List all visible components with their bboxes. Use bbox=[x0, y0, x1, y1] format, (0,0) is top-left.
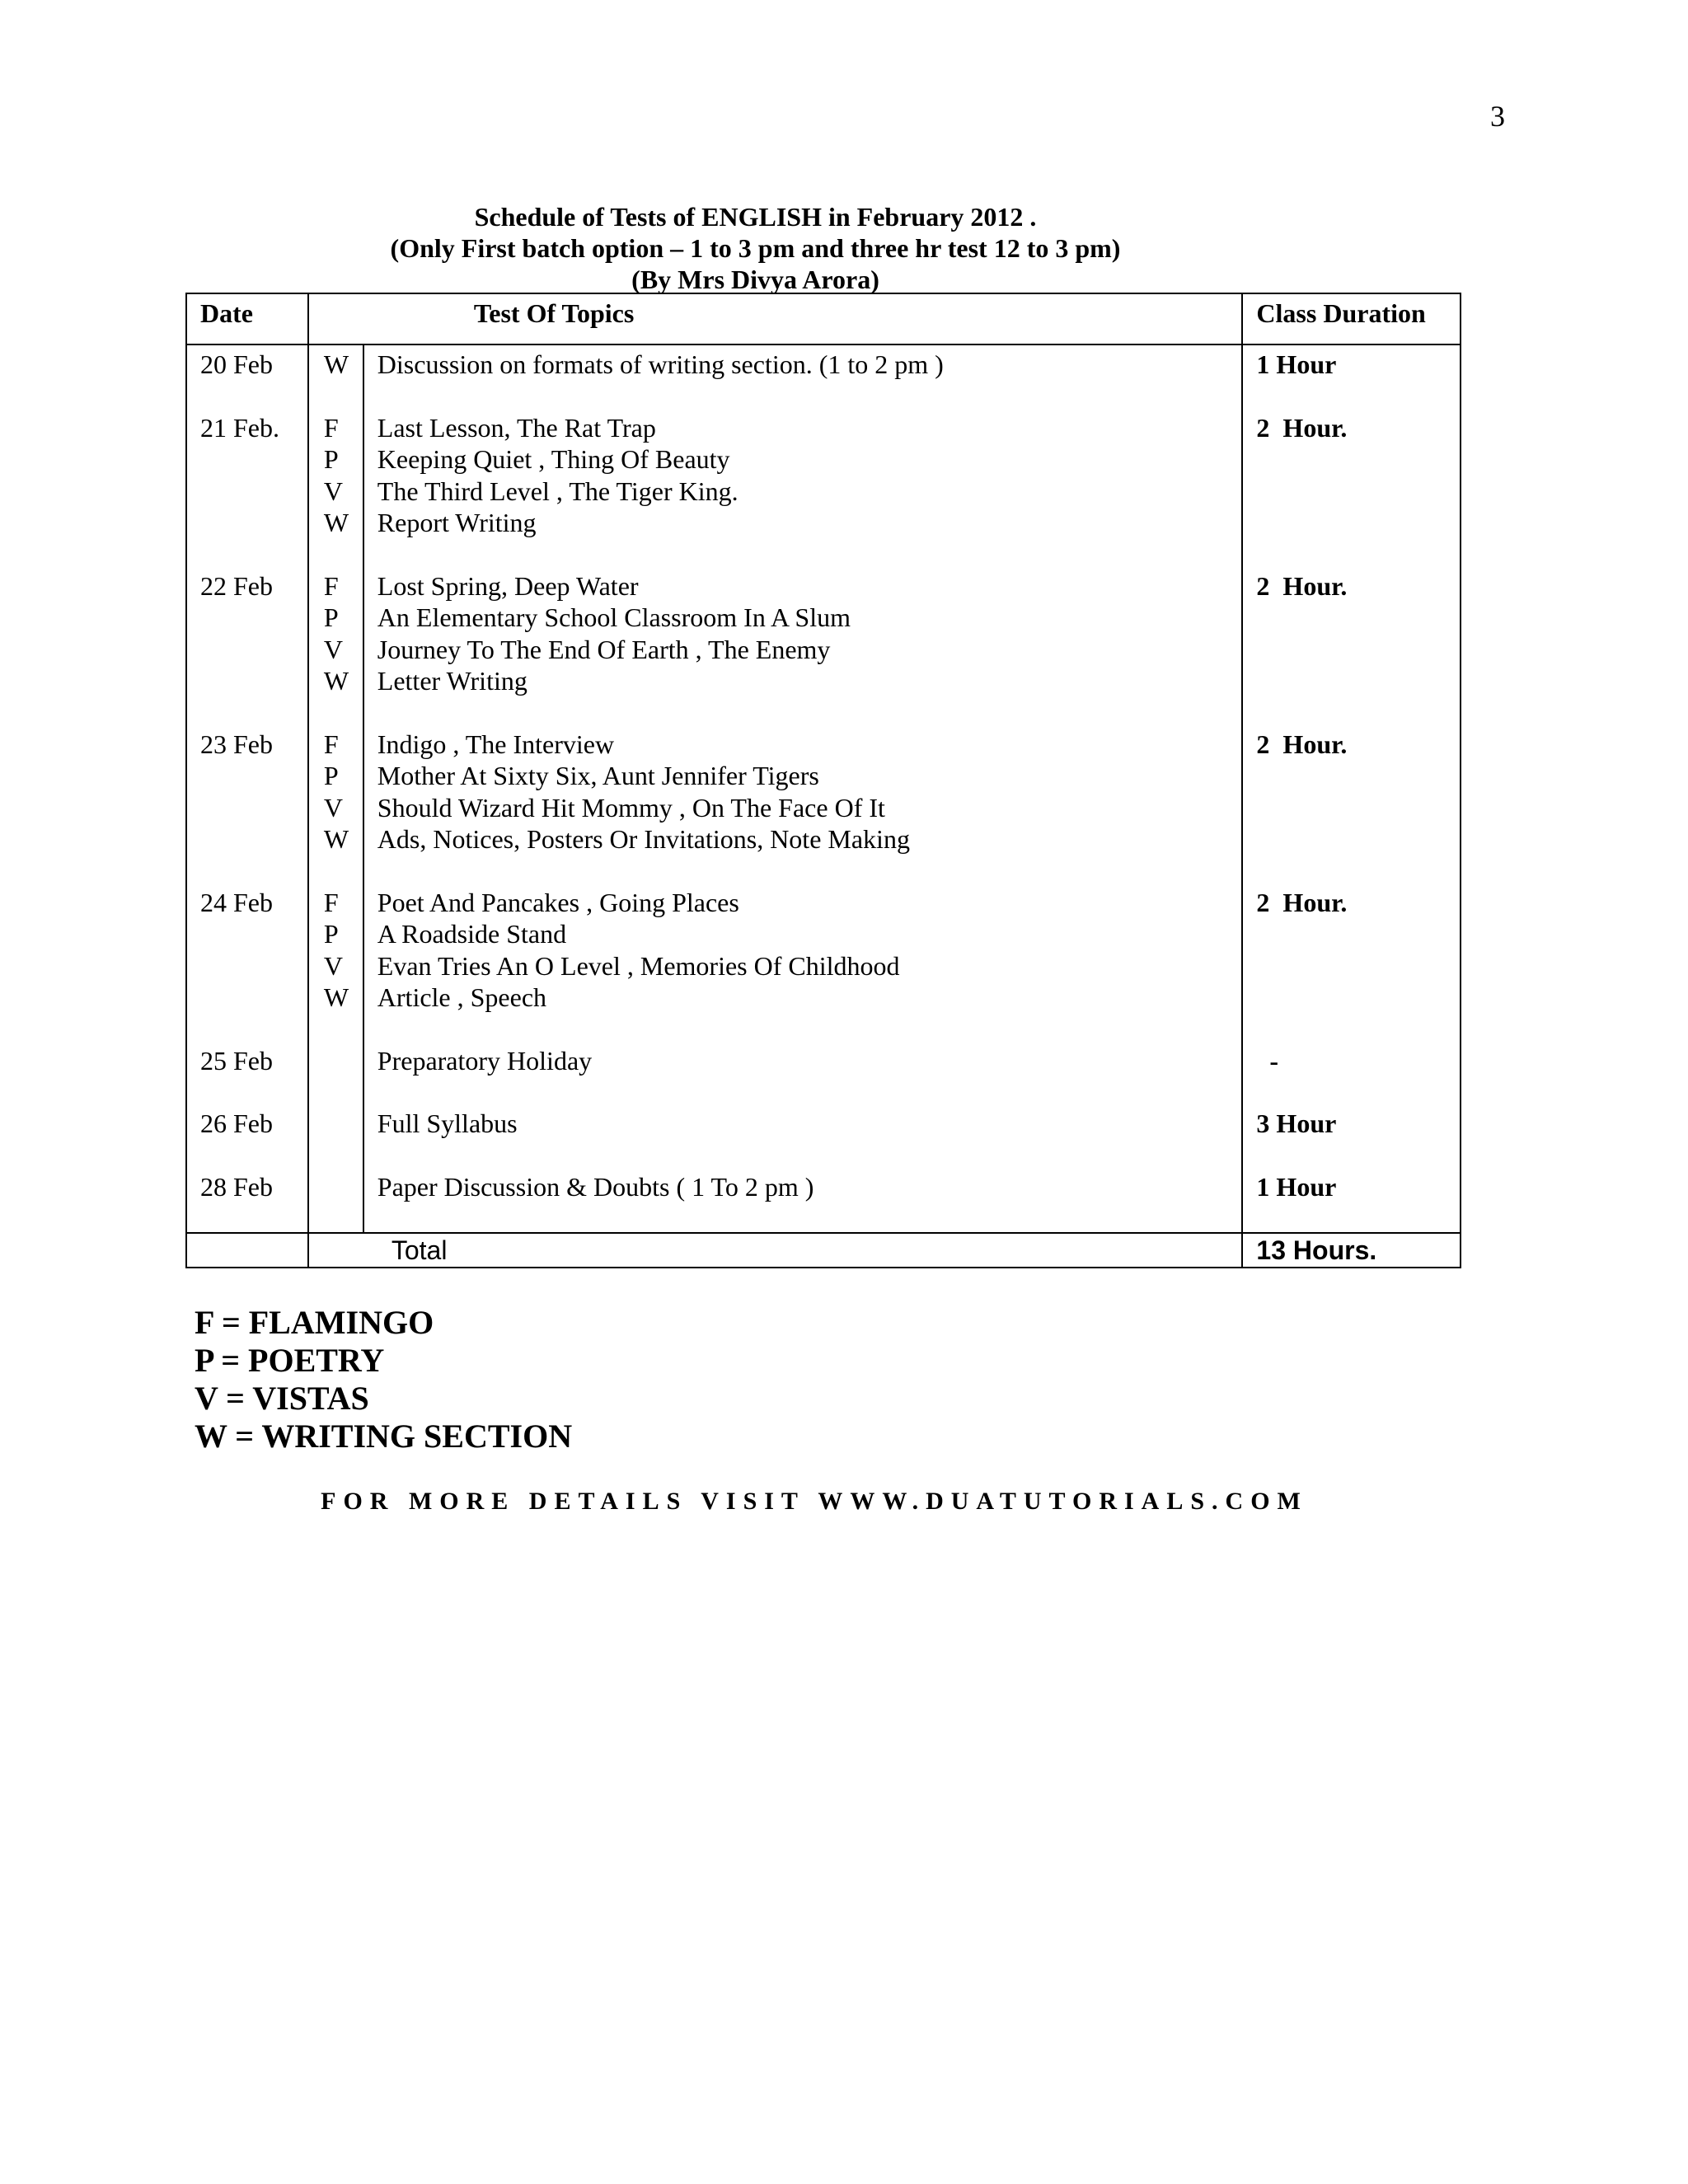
book-code: F bbox=[323, 412, 339, 443]
table-row bbox=[186, 1108, 1461, 1171]
book-code-cell bbox=[308, 570, 363, 729]
book-code: W bbox=[323, 508, 349, 537]
date-cell: 28 Feb bbox=[186, 1171, 308, 1234]
topic-line: Paper Discussion & Doubts ( 1 To 2 pm ) bbox=[377, 1171, 814, 1202]
topic-line: Full Syllabus bbox=[377, 1108, 518, 1138]
book-code-cell bbox=[308, 1045, 363, 1108]
topics-cell bbox=[363, 887, 1243, 1045]
table-row bbox=[186, 1045, 1461, 1108]
duration-cell: 1 Hour bbox=[1242, 1171, 1461, 1234]
total-date-cell bbox=[186, 1233, 308, 1268]
book-code-cell bbox=[308, 887, 363, 1045]
book-code: P bbox=[323, 444, 339, 474]
topic-line: Ads, Notices, Posters Or Invitations, Note Making bbox=[377, 824, 910, 854]
book-code: F bbox=[323, 887, 339, 917]
legend bbox=[195, 1304, 572, 1455]
table-row bbox=[186, 570, 1461, 729]
table-row bbox=[186, 1171, 1461, 1234]
book-code: F bbox=[323, 729, 339, 759]
table-row bbox=[186, 887, 1461, 1045]
total-row bbox=[186, 1233, 1461, 1268]
topics-cell bbox=[363, 412, 1243, 570]
topic-line: Evan Tries An O Level , Memories Of Childhood bbox=[377, 950, 900, 981]
topic-line: Letter Writing bbox=[377, 666, 528, 696]
topic-line: Report Writing bbox=[377, 508, 537, 537]
book-code: F bbox=[323, 570, 339, 601]
column-header-date: Date bbox=[186, 293, 308, 344]
page-number: 3 bbox=[1490, 100, 1505, 133]
date-cell: 22 Feb bbox=[186, 570, 308, 729]
topic-line: Mother At Sixty Six, Aunt Jennifer Tigers bbox=[377, 761, 819, 790]
date-cell: 21 Feb. bbox=[186, 412, 308, 570]
date-cell: 24 Feb bbox=[186, 887, 308, 1045]
topics-cell bbox=[363, 1171, 1243, 1234]
topic-line: Poet And Pancakes , Going Places bbox=[377, 887, 739, 917]
book-code-cell bbox=[308, 344, 363, 412]
topic-line: The Third Level , The Tiger King. bbox=[377, 476, 738, 506]
book-code-cell bbox=[308, 1108, 363, 1171]
table-row bbox=[186, 412, 1461, 570]
book-code: P bbox=[323, 919, 339, 949]
duration-cell: - bbox=[1242, 1045, 1461, 1108]
duration-cell: 2 Hour. bbox=[1242, 887, 1461, 1045]
legend-item: F = FLAMINGO bbox=[195, 1304, 434, 1341]
book-code: W bbox=[323, 824, 349, 854]
column-header-topics: Test Of Topics bbox=[308, 293, 1243, 344]
table-row bbox=[186, 729, 1461, 887]
date-cell: 23 Feb bbox=[186, 729, 308, 887]
topic-line: An Elementary School Classroom In A Slum bbox=[377, 602, 851, 632]
legend-item: W = WRITING SECTION bbox=[195, 1418, 573, 1455]
topic-line: Preparatory Holiday bbox=[377, 1045, 593, 1076]
topic-line: Should Wizard Hit Mommy , On The Face Of It bbox=[377, 792, 885, 823]
topics-cell bbox=[363, 570, 1243, 729]
date-cell: 26 Feb bbox=[186, 1108, 308, 1171]
topics-cell bbox=[363, 1045, 1243, 1108]
topic-line: Article , Speech bbox=[377, 982, 547, 1012]
duration-cell: 2 Hour. bbox=[1242, 729, 1461, 887]
book-code: V bbox=[323, 792, 343, 823]
book-code: W bbox=[323, 982, 349, 1012]
schedule-subtitle: (Only First batch option – 1 to 3 pm and three hr test 12 to 3 pm) bbox=[390, 233, 1121, 263]
schedule-body bbox=[186, 344, 1461, 1233]
book-code: V bbox=[323, 476, 343, 506]
duration-cell: 3 Hour bbox=[1242, 1108, 1461, 1171]
book-code: W bbox=[323, 349, 349, 379]
total-label: Total bbox=[308, 1233, 1243, 1268]
schedule-title: Schedule of Tests of ENGLISH in February 2012 . bbox=[474, 202, 1037, 232]
topic-line: Discussion on formats of writing section. (1 to 2 pm ) bbox=[377, 349, 944, 379]
book-code: V bbox=[323, 634, 343, 664]
topics-cell bbox=[363, 344, 1243, 412]
date-cell: 25 Feb bbox=[186, 1045, 308, 1108]
legend-item: P = POETRY bbox=[195, 1342, 385, 1379]
topic-line: Keeping Quiet , Thing Of Beauty bbox=[377, 444, 730, 474]
topic-line: Lost Spring, Deep Water bbox=[377, 570, 639, 601]
column-header-duration: Class Duration bbox=[1242, 293, 1461, 344]
schedule-table bbox=[185, 293, 1461, 1268]
topic-line: Indigo , The Interview bbox=[377, 729, 615, 759]
table-row bbox=[186, 344, 1461, 412]
book-code: W bbox=[323, 666, 349, 696]
topics-cell bbox=[363, 729, 1243, 887]
topic-line: Last Lesson, The Rat Trap bbox=[377, 412, 656, 443]
legend-item: V = VISTAS bbox=[195, 1380, 369, 1417]
topics-cell bbox=[363, 1108, 1243, 1171]
topic-line: Journey To The End Of Earth , The Enemy bbox=[377, 634, 831, 664]
book-code-cell bbox=[308, 1171, 363, 1234]
footer-website-note: FOR MORE DETAILS VISIT WWW.DUATUTORIALS.COM bbox=[321, 1488, 1308, 1515]
duration-cell: 2 Hour. bbox=[1242, 412, 1461, 570]
table-header-row bbox=[186, 293, 1461, 344]
book-code-cell bbox=[308, 729, 363, 887]
total-value: 13 Hours. bbox=[1242, 1233, 1461, 1268]
duration-cell: 1 Hour bbox=[1242, 344, 1461, 412]
topic-line: A Roadside Stand bbox=[377, 919, 567, 949]
book-code: V bbox=[323, 950, 343, 981]
duration-cell: 2 Hour. bbox=[1242, 570, 1461, 729]
date-cell: 20 Feb bbox=[186, 344, 308, 412]
book-code-cell bbox=[308, 412, 363, 570]
book-code: P bbox=[323, 761, 339, 790]
schedule-author: (By Mrs Divya Arora) bbox=[631, 265, 879, 294]
book-code: P bbox=[323, 602, 339, 632]
